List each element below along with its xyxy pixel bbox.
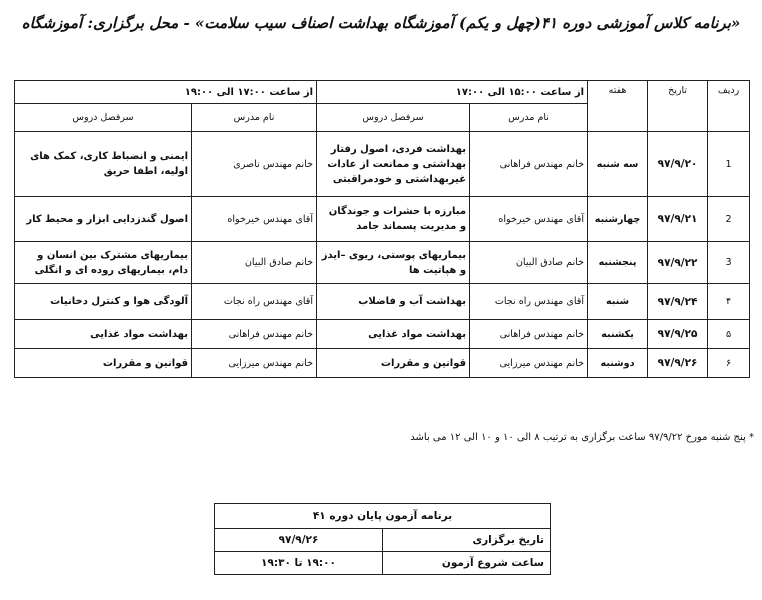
exam-time-value: ۱۹:۰۰ تا ۱۹:۳۰	[215, 552, 383, 575]
header-topic-2: سرفصل دروس	[15, 104, 192, 132]
exam-time-label: ساعت شروع آزمون	[383, 552, 551, 575]
row-topic-1: بهداشت فردی، اصول رفتار بهداشتی و ممانعت از عادات غیربهداشتی و خودمراقبتی	[317, 132, 470, 197]
row-topic-2: ایمنی و انضباط کاری، کمک های اولیه، اطفا حریق	[15, 132, 192, 197]
table-row	[15, 132, 750, 197]
row-date: ۹۷/۹/۲۶	[648, 349, 708, 378]
row-date: ۹۷/۹/۲۴	[648, 284, 708, 320]
row-teacher-1: آقای مهندس راه نجات	[470, 284, 588, 320]
exam-table	[214, 503, 551, 575]
header-teacher-2: نام مدرس	[192, 104, 317, 132]
row-teacher-1: آقای مهندس خیرخواه	[470, 197, 588, 242]
header-tarikh: تاریخ	[648, 81, 708, 132]
row-topic-2: بیماریهای مشترک بین انسان و دام، بیماریهای روده ای و انگلی	[15, 242, 192, 284]
exam-date-label: تاریخ برگزاری	[383, 529, 551, 552]
row-topic-1: بیماریهای پوستی، ریوی –ایدز و هپاتیت ها	[317, 242, 470, 284]
row-number: 1	[708, 132, 750, 197]
row-teacher-2: آقای مهندس خیرخواه	[192, 197, 317, 242]
row-day: شنبه	[588, 284, 648, 320]
schedule-note: * پنج شنبه مورخ ۹۷/۹/۲۲ ساعت برگزاری به ترتیب ۸ الی ۱۰ و ۱۰ الی ۱۲ می باشد	[410, 432, 754, 443]
header-slot-2: از ساعت ۱۷:۰۰ الی ۱۹:۰۰	[15, 81, 317, 104]
page-title: «برنامه کلاس آموزشی دوره ۴۱(چهل و یکم) آموزشگاه بهداشت اصناف سیب سلامت» - محل برگزاری: آموزشگاه	[21, 14, 741, 32]
row-topic-2: قوانین و مقررات	[15, 349, 192, 378]
row-topic-1: قوانین و مقررات	[317, 349, 470, 378]
row-topic-1: بهداشت مواد غذایی	[317, 320, 470, 349]
table-row	[15, 242, 750, 284]
row-day: پنجشنبه	[588, 242, 648, 284]
row-day: یکشنبه	[588, 320, 648, 349]
header-slot-1: از ساعت ۱۵:۰۰ الی ۱۷:۰۰	[317, 81, 588, 104]
row-number: 3	[708, 242, 750, 284]
row-teacher-1: خانم مهندس فراهانی	[470, 320, 588, 349]
row-teacher-2: خانم مهندس فراهانی	[192, 320, 317, 349]
row-number: ۶	[708, 349, 750, 378]
row-number: ۵	[708, 320, 750, 349]
row-teacher-1: خانم صادق البیان	[470, 242, 588, 284]
header-hafteh: هفته	[588, 81, 648, 132]
row-date: ۹۷/۹/۲۲	[648, 242, 708, 284]
table-row	[15, 197, 750, 242]
header-teacher-1: نام مدرس	[470, 104, 588, 132]
row-teacher-2: آقای مهندس راه نجات	[192, 284, 317, 320]
header-radif: ردیف	[708, 81, 750, 132]
row-teacher-1: خانم مهندس فراهانی	[470, 132, 588, 197]
row-date: ۹۷/۹/۲۰	[648, 132, 708, 197]
schedule-table	[14, 80, 750, 378]
row-teacher-2: خانم صادق البیان	[192, 242, 317, 284]
table-row	[15, 284, 750, 320]
header-topic-1: سرفصل دروس	[317, 104, 470, 132]
row-day: چهارشنبه	[588, 197, 648, 242]
row-topic-1: بهداشت آب و فاضلاب	[317, 284, 470, 320]
row-day: دوشنبه	[588, 349, 648, 378]
row-topic-2: اصول گندزدایی ابزار و محیط کار	[15, 197, 192, 242]
row-teacher-2: خانم مهندس میرزایی	[192, 349, 317, 378]
exam-title: برنامه آزمون پایان دوره ۴۱	[215, 504, 551, 529]
row-date: ۹۷/۹/۲۱	[648, 197, 708, 242]
row-number: 2	[708, 197, 750, 242]
row-teacher-1: خانم مهندس میرزایی	[470, 349, 588, 378]
table-row	[15, 320, 750, 349]
row-topic-1: مبارزه با حشرات و جوندگان و مدیریت پسماند جامد	[317, 197, 470, 242]
exam-date-value: ۹۷/۹/۲۶	[215, 529, 383, 552]
table-row	[15, 349, 750, 378]
row-teacher-2: خانم مهندس ناصری	[192, 132, 317, 197]
row-topic-2: بهداشت مواد غذایی	[15, 320, 192, 349]
row-topic-2: آلودگی هوا و کنترل دخانیات	[15, 284, 192, 320]
row-day: سه شنبه	[588, 132, 648, 197]
row-number: ۴	[708, 284, 750, 320]
row-date: ۹۷/۹/۲۵	[648, 320, 708, 349]
